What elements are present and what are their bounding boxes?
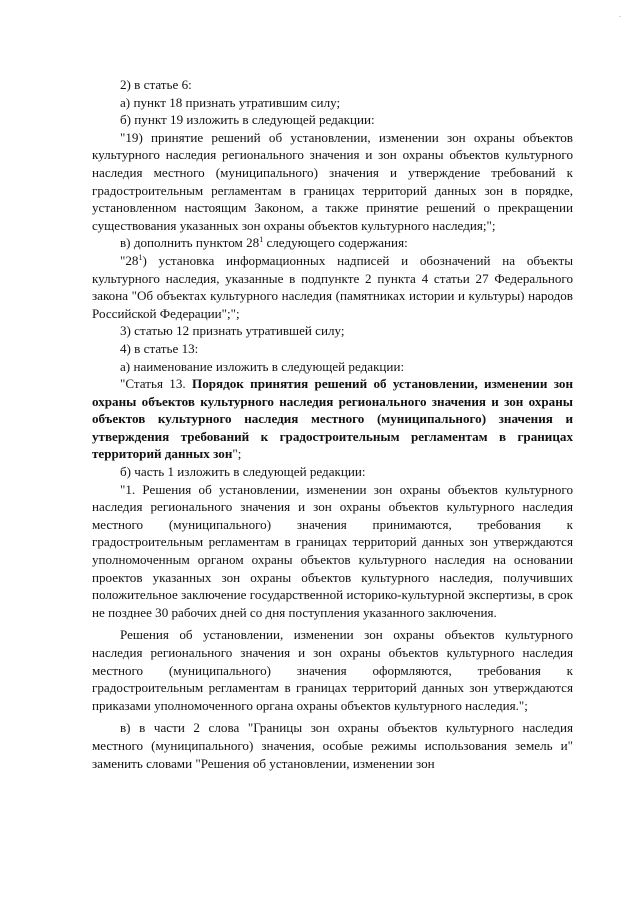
text-fragment: следующего содержания:	[263, 235, 408, 251]
text-fragment: "28	[120, 252, 139, 268]
text-fragment: ) установка информационных надписей и обозначений на объекты культурного наследия, указанные в подпункте 2 пункта 4 статьи 27 Федерального закона "Об объектах культурного наследия (памятниках истории и культуры) народов Российской Федерации";";	[92, 252, 573, 321]
paragraph-item-28-1-text	[92, 252, 573, 322]
paragraph-add-item-28-1	[92, 234, 573, 252]
paragraph-item-19-text: "19) принятие решений об установлении, изменении зон охраны объектов культурного наследия регионального значения и зон охраны объектов культурного наследия местного (муниципального) значения и утверждение требований к градостроительным регламентам в границах территорий данных зон в порядке, установленном настоящим Законом, а также принятие решений о прекращении существования указанных зон охраны объектов культурного наследия;";	[92, 129, 573, 233]
superscript: 1	[259, 235, 264, 245]
paragraph-decisions: Решения об установлении, изменении зон охраны объектов культурного наследия регионального значения и зон охраны объектов культурного наследия местного (муниципального) значения оформляются, требования к градостроительным регламентам в границах территорий данных зон утверждаются приказами уполномоченного органа охраны объектов культурного наследия.";	[92, 627, 573, 713]
superscript: 1	[138, 252, 143, 262]
bold-title: Порядок принятия решений об установлении, изменении зон охраны объектов культурного наследия регионального значения и зон охраны объектов культурного наследия местного (муниципального) значения и утверждения требований к градостроительным регламентам в границах территорий данных зон	[92, 376, 574, 462]
text-fragment: в) дополнить пунктом 28	[120, 235, 260, 251]
paragraph-item-19-intro: б) пункт 19 изложить в следующей редакции:	[120, 112, 375, 128]
paragraph-article-13: 4) в статье 13:	[120, 340, 199, 356]
paragraph-item-18: а) пункт 18 признать утратившим силу;	[120, 94, 341, 110]
paragraph-article-12: 3) статью 12 признать утратившей силу;	[120, 323, 345, 339]
text-fragment: "Статья 13.	[120, 376, 193, 392]
corner-mark: -	[619, 13, 622, 20]
paragraph-article-13-title	[92, 375, 573, 463]
paragraph-title-intro: а) наименование изложить в следующей редакции:	[120, 358, 405, 374]
text-fragment: ";	[232, 446, 242, 462]
document-body	[92, 76, 573, 772]
paragraph-part-1-intro: б) часть 1 изложить в следующей редакции:	[120, 464, 366, 480]
paragraph-part-2: в) в части 2 слова "Границы зон охраны объектов культурного наследия местного (муниципального) значения, особые режимы использования земель и" заменить словами "Решения об установлении, изменении зон	[92, 720, 573, 771]
paragraph-article-6: 2) в статье 6:	[120, 77, 192, 92]
paragraph-part-1-text: "1. Решения об установлении, изменении зон охраны объектов культурного наследия регионального значения и зон охраны объектов культурного наследия местного (муниципального) значения принимаются, требования к градостроительным регламентам в границах территорий данных зон утверждаются уполномоченным органом охраны объектов культурного наследия на основании проектов указанных зон охраны объектов культурного наследия, получивших положительное заключение государственной историко-культурной экспертизы, в срок не позднее 30 рабочих дней со дня поступления указанного заключения.	[92, 481, 573, 620]
